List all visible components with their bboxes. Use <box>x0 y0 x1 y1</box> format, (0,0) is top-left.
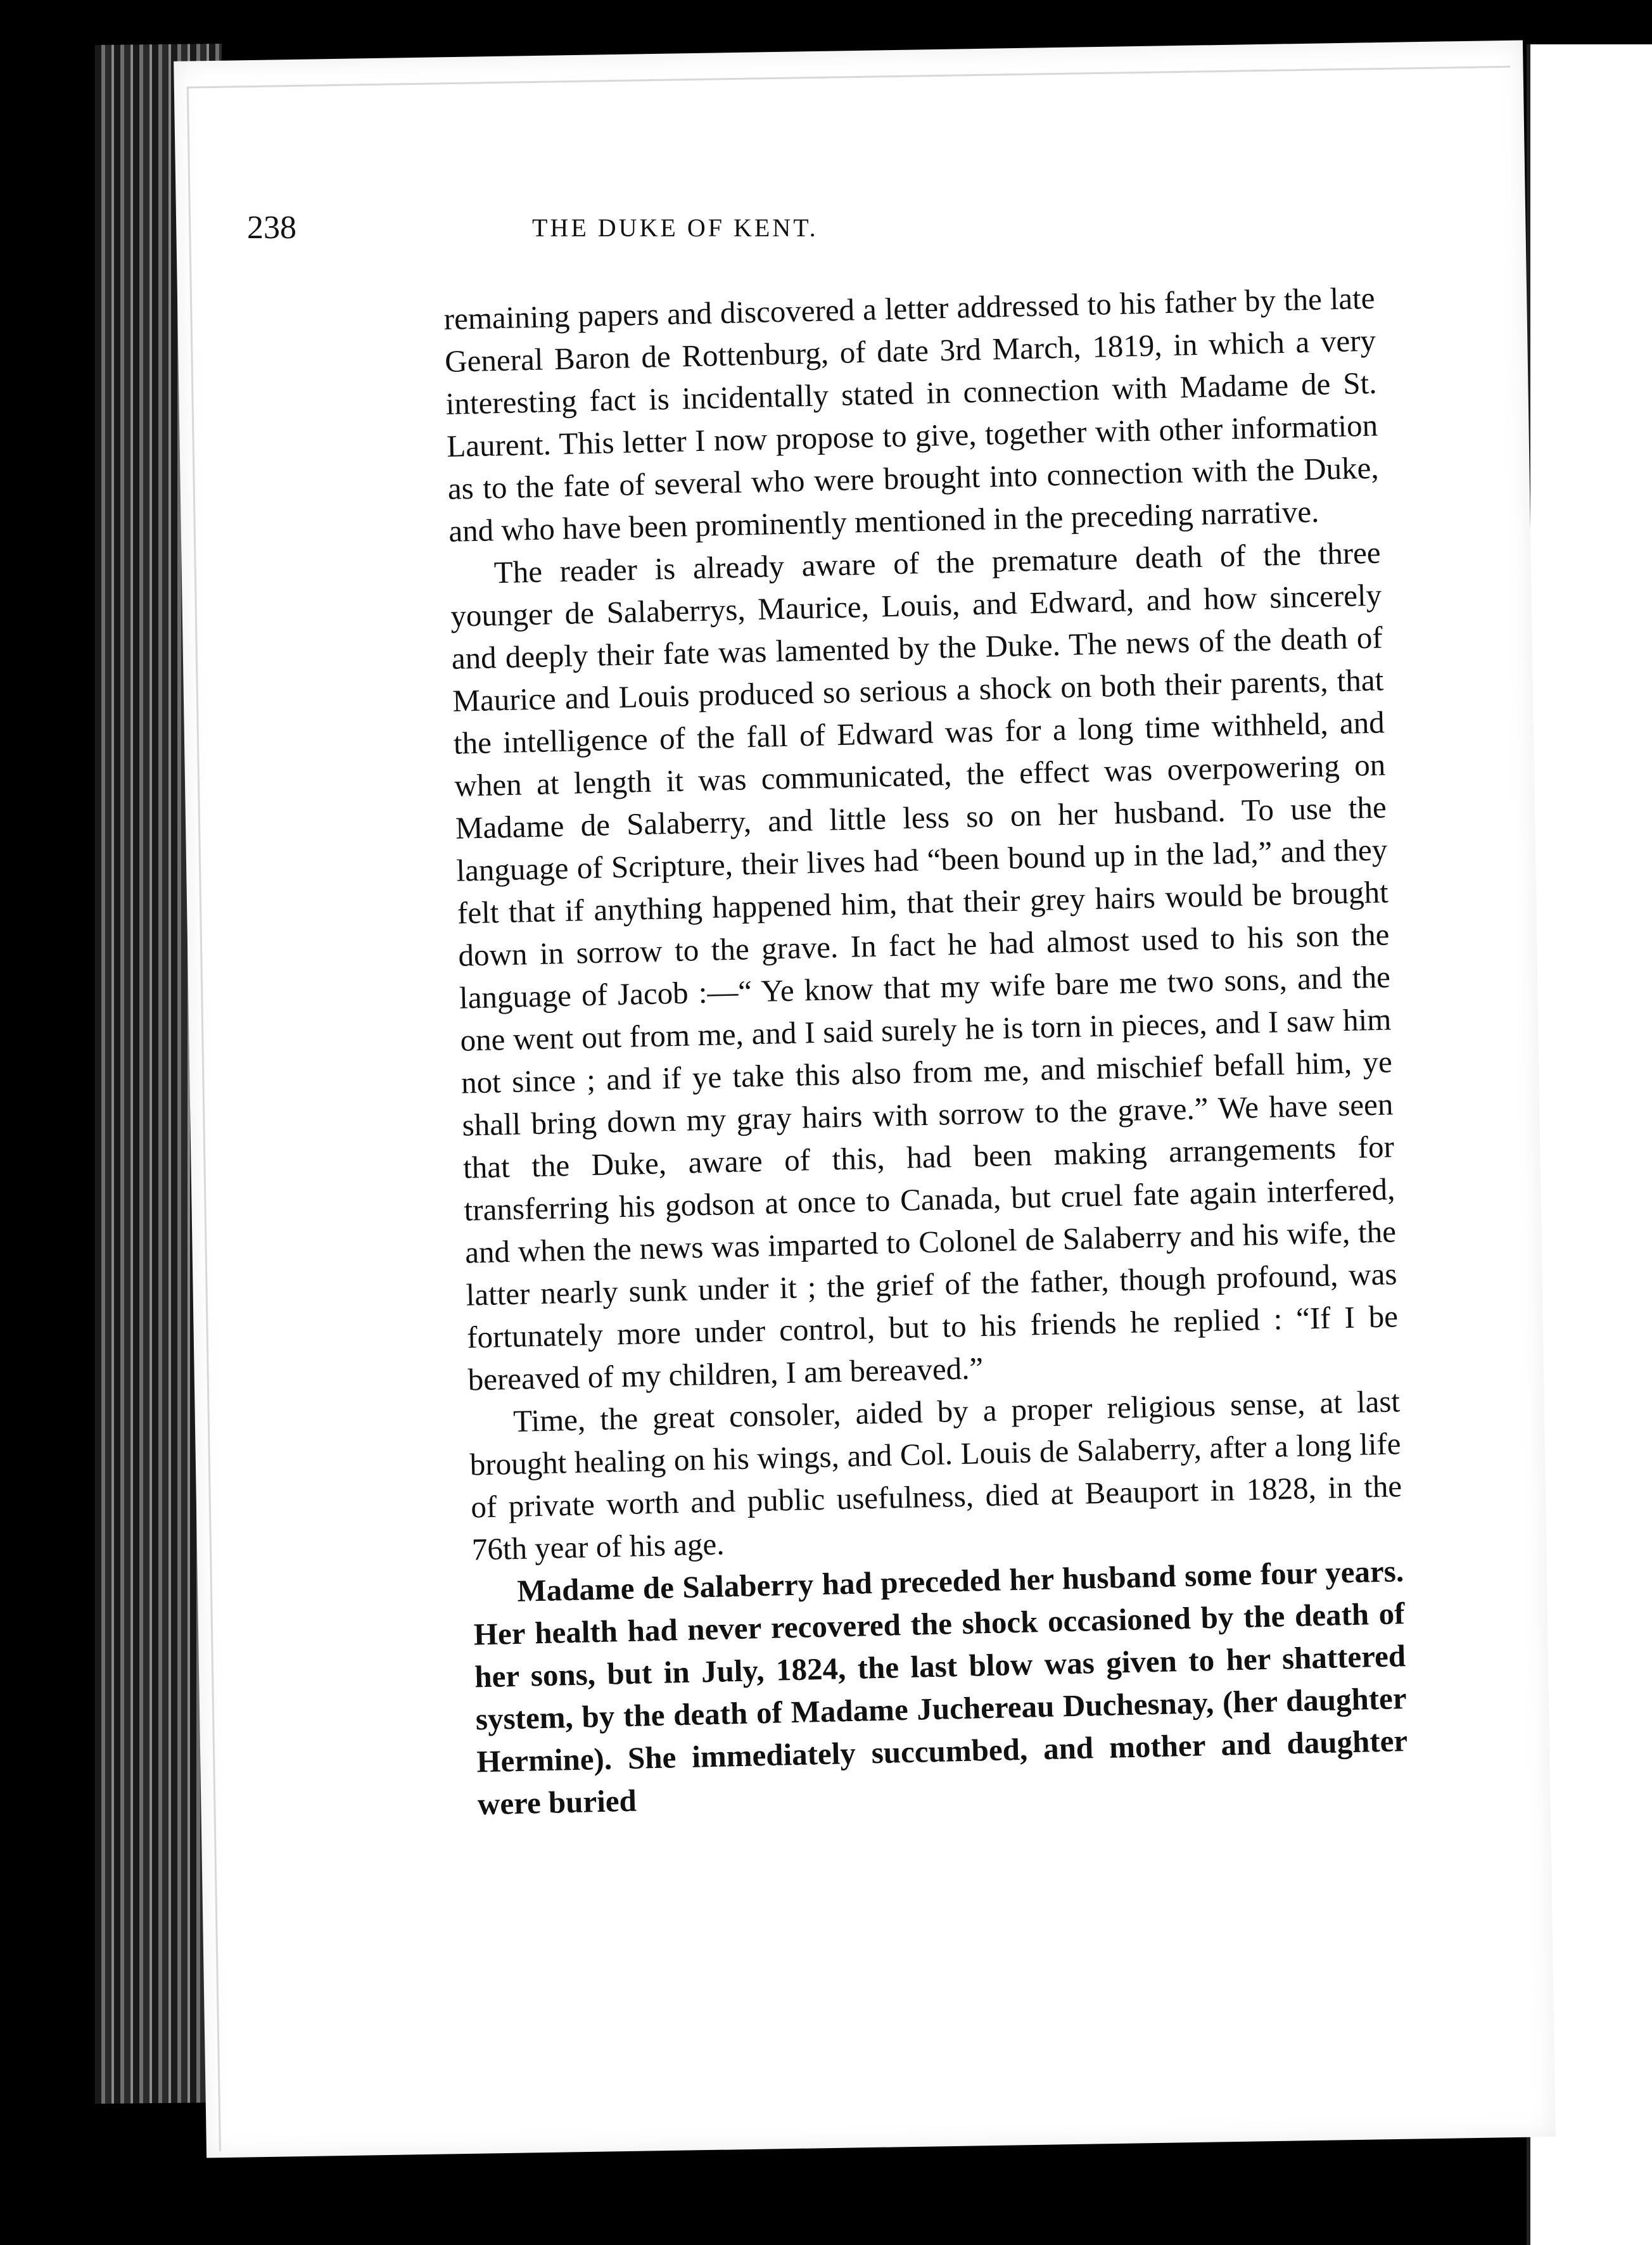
body-text <box>443 277 1409 1826</box>
running-head: THE DUKE OF KENT. <box>532 213 818 242</box>
paragraph-madame-salaberry: Madame de Salaberry had preceded her husband some four years. Her health had never recovered the shock occasioned by the death of her sons, but in July, 1824, the last blow was given to her shattered system, by the death of Madame Juchereau Duchesnay, (her daughter Hermine). She immediately succumbed, and mother and daughter were buried <box>473 1553 1408 1822</box>
page-header <box>247 209 1425 253</box>
paragraph-continued: remaining papers and discovered a letter addressed to his father by the late General Baron de Rottenburg, of date 3rd March, 1819, in which a very interesting fact is incidentally stated in connection with Madame de St. Laurent. This letter I now propose to give, together with other information as to the fate of several who were brought into connection with the Duke, and who have been prominently mentioned in the preceding narrative. <box>443 280 1380 549</box>
page-number: 238 <box>247 210 296 246</box>
paragraph-salaberry-sons: The reader is already aware of the premature death of the three younger de Salaberrys, Maurice, Louis, and Edward, and how sincerely and deeply their fate was lamented by the Duke. The news of the death of Maurice and Louis produced so serious a shock on both their parents, that the intelligence of the fall of Edward was for a long time withheld, and when at length it was communicated, the effect was overpowering on Madame de Salaberry, and little less so on her husband. To use the language of Scripture, their lives had “been bound up in the lad,” and they felt that if anything happened him, that their grey hairs would be brought down in sorrow to the grave. In fact he had almost used to his son the language of Jacob :—“ Ye know that my wife bare me two sons, and the one went out from me, and I said surely he is torn in pieces, and I saw him not since ; and if ye take this also from me, and mischief befall him, ye shall bring down my gray hairs with sorrow to the grave.” We have seen that the Duke, aware of this, had been making arrangements for transferring his godson at once to Canada, but cruel fate again interfered, and when the news was imparted to Colonel de Salaberry and his wife, the latter nearly sunk under it ; the grief of the father, though profound, was fortunately more under control, but to his friends he replied : “If I be bereaved of my children, I am bereaved.” <box>450 535 1399 1397</box>
paragraph-time-consoler: Time, the great consoler, aided by a proper religious sense, at last brought healing on his wings, and Col. Louis de Salaberry, after a long life of private worth and public usefulness, died at Beauport in 1828, in the 76th year of his age. <box>469 1383 1402 1567</box>
